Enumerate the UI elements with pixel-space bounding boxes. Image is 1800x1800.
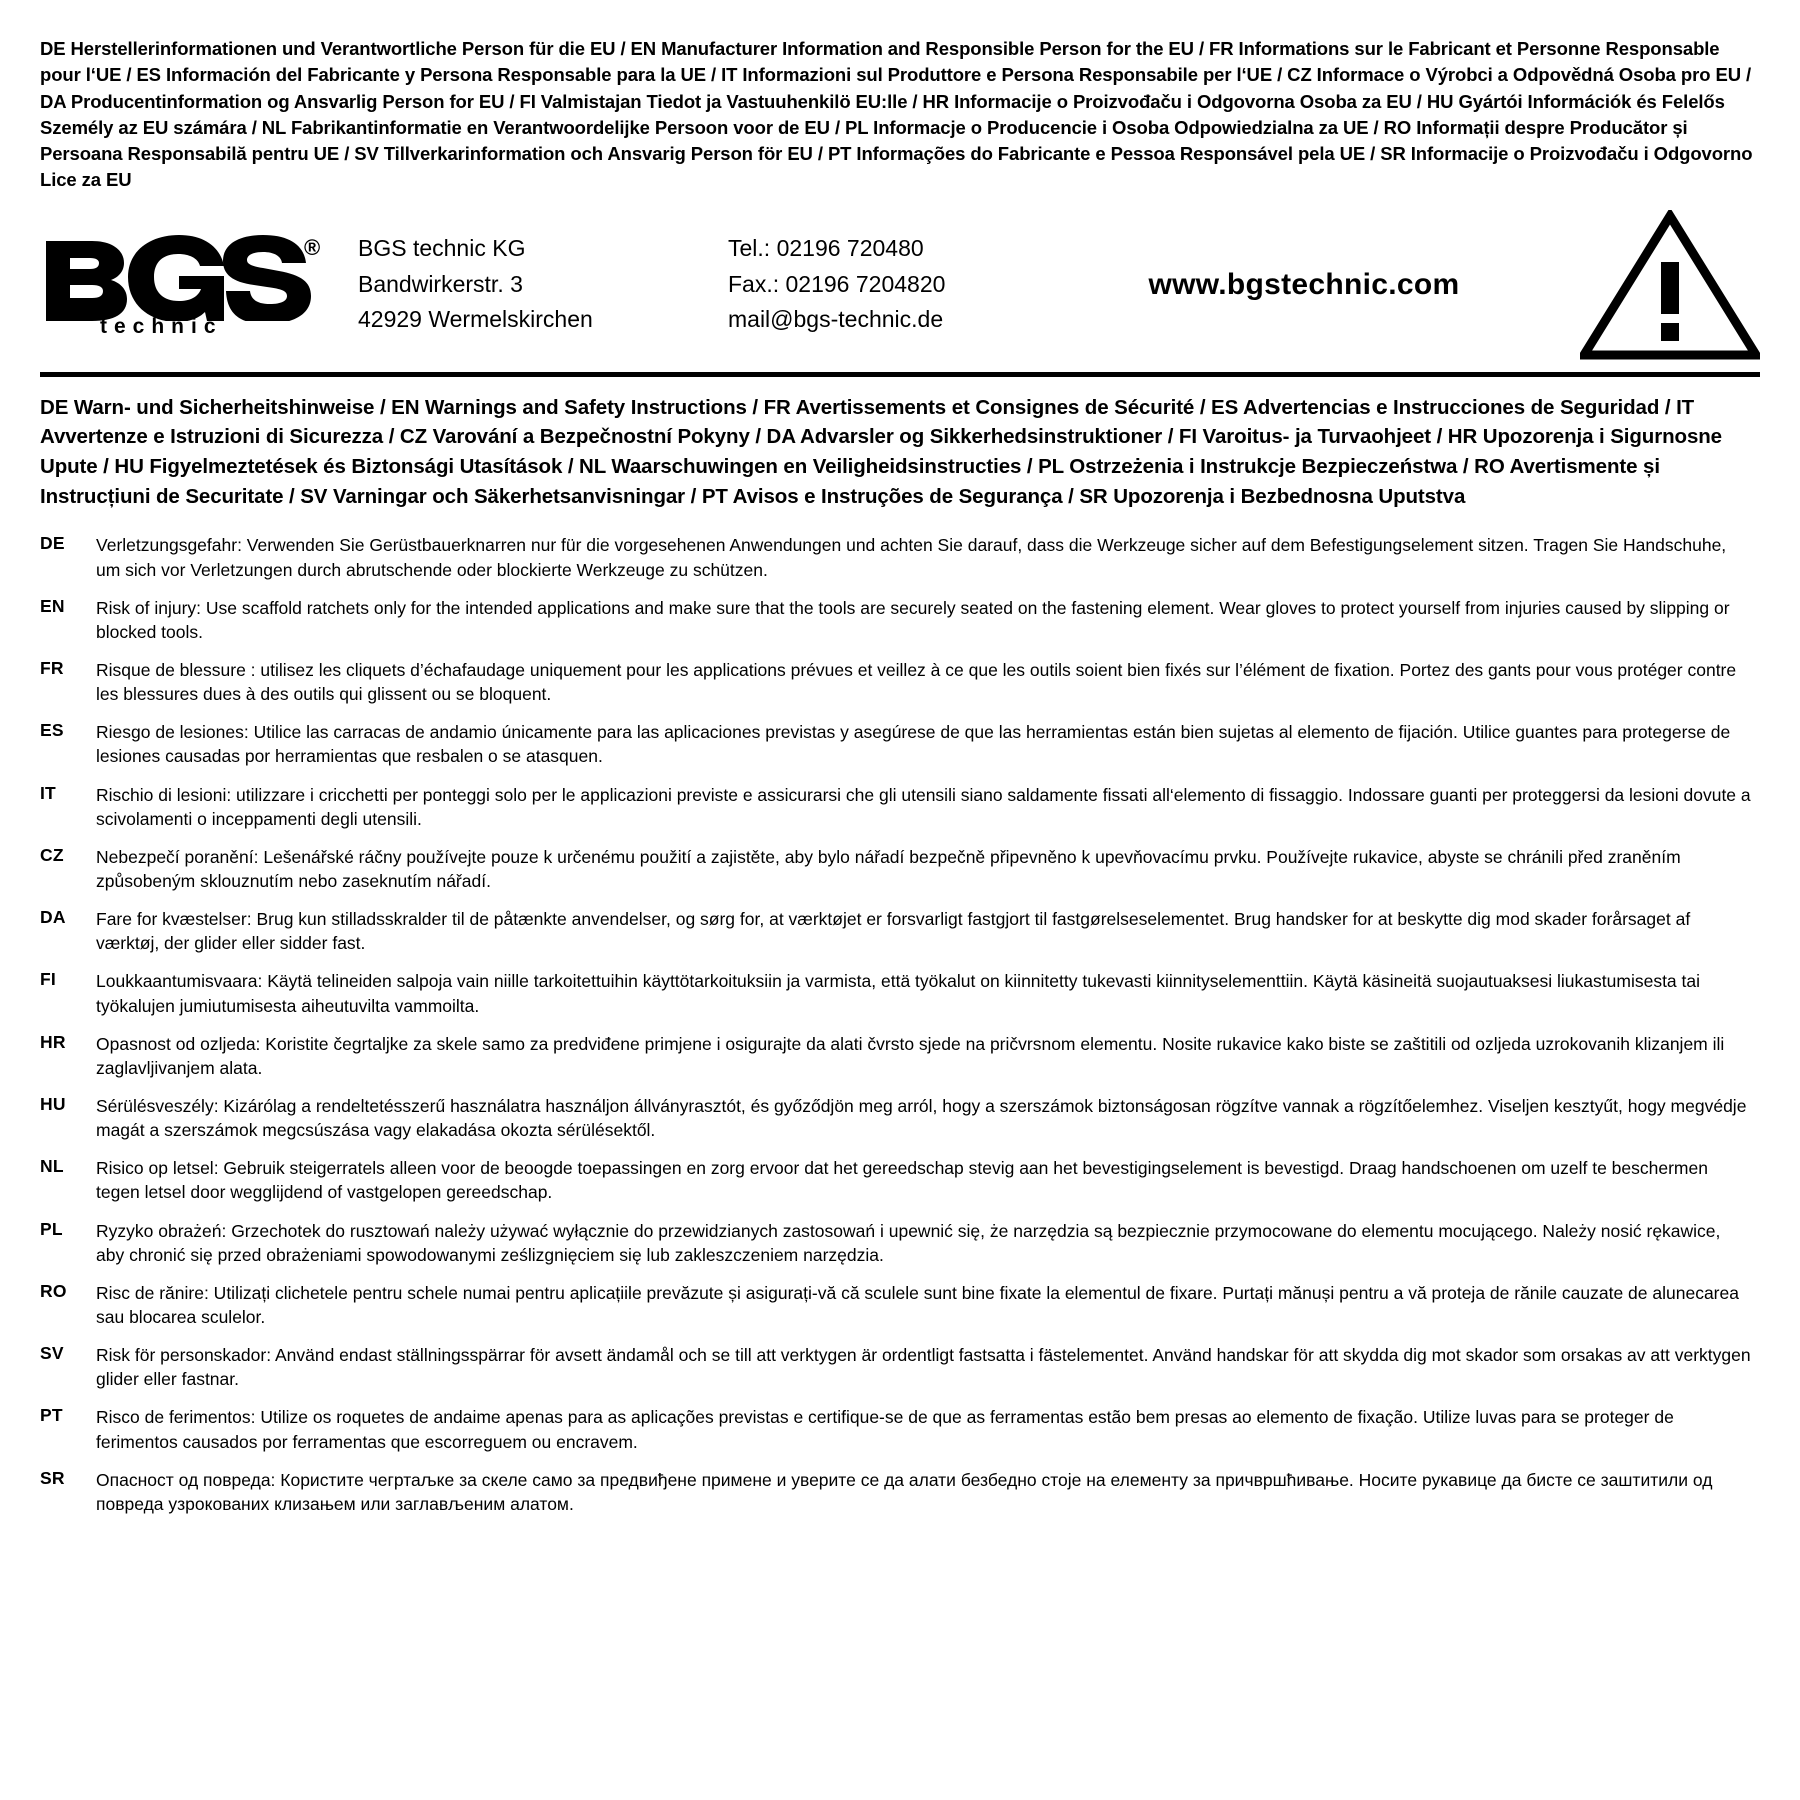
warning-text: Risk of injury: Use scaffold ratchets only for the intended applications and make sure that the tools are securely seated on the fastening element. Wear gloves to protect yourself from injuries caused by slipping or blocked tools. — [96, 597, 1730, 642]
warning-row-fr — [40, 658, 1760, 706]
warning-text: Rischio di lesioni: utilizzare i cricchetti per ponteggi solo per le applicazioni previste e assicurarsi che gli utensili siano saldamente fissati all‘elemento di fissaggio. Indossare guanti per proteggersi da lesioni dovute a scivolamenti o inceppamenti degli utensili. — [96, 784, 1751, 829]
warning-text: Sérülésveszély: Kizárólag a rendeltetésszerű használatra használjon állványrasztót, és győződjön meg arról, hogy a szerszámok biztonságosan rögzítve vannak a rögzítőelemhez. Viseljen kesztyűt, hogy megvédje magát a szerszámok megcsúszása vagy elakadása okozta sérülésektől. — [96, 1096, 1747, 1141]
warning-row-en — [40, 596, 1760, 644]
warning-row-hu — [40, 1094, 1760, 1142]
warning-text: Risco de ferimentos: Utilize os roquetes de andaime apenas para as aplicações previstas e certifique-se de que as ferramentas estão bem presas ao elemento de fixação. Utilize luvas para se proteger de ferimentos causados por ferramentas que escorreguem ou encravem. — [96, 1407, 1674, 1452]
company-email: mail@bgs-technic.de — [728, 306, 944, 333]
safety-section-heading: DE Warn- und Sicherheitshinweise / EN Warnings and Safety Instructions / FR Avertissements et Consignes de Sécurité / ES Advertencias e Instrucciones de Seguridad / IT Avvertenze e Istruzioni di Sicurezza / CZ Varování a Bezpečnostní Pokyny / DA Advarsler og Sikkerhedsinstruktioner / FI Varoitus- ja Turvaohjeet / HR Upozorenja i Sigurnosne Upute / HU Figyelmeztetések és Biztonsági Utasítások / NL Waarschuwingen en Veiligheidsinstructies / PL Ostrzeżenia i Instrukcje Bezpieczeństwa / RO Avertismente și Instrucțiuni de Securitate / SV Varningar och Säkerhetsanvisningar / PT Avisos e Instruções de Segurança / SR Upozorenja i Bezbednosna Uputstva — [40, 395, 1722, 508]
manufacturer-info-heading: DE Herstellerinformationen und Verantwortliche Person für die EU / EN Manufacturer Information and Responsible Person for the EU / FR Informations sur le Fabricant et Personne Responsable pour l‘UE / ES Información del Fabricante y Persona Responsable para la UE / IT Informazioni sul Produttore e Persona Responsabile per l‘UE / CZ Informace o Výrobci a Odpovědná Osoba pro EU / DA Producentinformation og Ansvarlig Person for EU / FI Valmistajan Tiedot ja Vastuuhenkilö EU:lle / HR Informacije o Proizvođaču i Odgovorna Osoba za EU / HU Gyártói Információk és Felelős Személy az EU számára / NL Fabrikantinformatie en Verantwoordelijke Persoon voor de EU / PL Informacje o Producencie i Osoba Odpowiedzialna za UE / RO Informații despre Producător și Persoana Responsabilă pentru UE / SV Tillverkarinformation och Ansvarig Person för EU / PT Informações do Fabricante e Pessoa Responsável pela UE / SR Informacije o Proizvođaču i Odgovorno Lice za EU — [40, 38, 1753, 191]
warning-text: Fare for kvæstelser: Brug kun stilladsskralder til de påtænkte anvendelser, og sørg for, at værktøjet er forsvarligt fastgjort til fastgørelseselementet. Brug handsker for at beskytte dig mod skader forårsaget af værktøj, der glider eller sidder fast. — [96, 909, 1691, 954]
warning-text: Riesgo de lesiones: Utilice las carracas de andamio únicamente para las aplicaciones previstas y asegúrese de que las herramientas están bien sujetas al elemento de fijación. Utilice guantes para protegerse de lesiones causadas por herramientas que resbalen o se atasquen. — [96, 722, 1731, 767]
warning-row-pt — [40, 1405, 1760, 1453]
warning-triangle-icon — [1570, 210, 1760, 360]
warning-row-hr — [40, 1032, 1760, 1080]
warning-row-da — [40, 907, 1760, 955]
bgs-logo-mark — [40, 235, 340, 321]
language-code: FR — [40, 658, 64, 679]
company-city: 42929 Wermelskirchen — [358, 306, 593, 333]
warning-text: Nebezpečí poranění: Lešenářské ráčny používejte pouze k určenému použití a zajistěte, aby bylo nářadí bezpečně připevněno k upevňovacímu prvku. Používejte rukavice, abyste se chránili před zraněním způsobeným sklouznutím nebo zaseknutím nářadí. — [96, 846, 1681, 892]
company-name: BGS technic KG — [358, 235, 526, 262]
language-code: IT — [40, 782, 56, 803]
language-code: FI — [40, 969, 56, 990]
language-code: PL — [40, 1218, 63, 1239]
warnings-list — [40, 533, 1760, 1516]
warning-row-nl — [40, 1156, 1760, 1204]
language-code: DE — [40, 533, 65, 554]
svg-text:®: ® — [304, 234, 321, 260]
language-code: CZ — [40, 844, 64, 865]
language-code: PT — [40, 1405, 63, 1426]
language-code: ES — [40, 720, 64, 741]
warning-row-it — [40, 783, 1760, 831]
company-contact — [728, 231, 1058, 338]
language-code: SV — [40, 1343, 64, 1364]
warning-text: Verletzungsgefahr: Verwenden Sie Gerüstbauerknarren nur für die vorgesehenen Anwendungen und achten Sie darauf, dass die Werkzeuge sicher auf dem Befestigungselement sitzen. Tragen Sie Handschuhe, um sich vor Verletzungen durch abrutschende oder blockierte Werkzeuge zu schützen. — [96, 535, 1727, 580]
warning-text: Risico op letsel: Gebruik steigerratels alleen voor de beoogde toepassingen en zorg ervoor dat het gereedschap stevig aan het bevestigingselement is bevestigd. Draag handschoenen om uzelf te beschermen tegen letsel door wegglijdend of vastgelopen gereedschap. — [96, 1158, 1708, 1203]
language-code: DA — [40, 907, 66, 928]
language-code: HR — [40, 1031, 66, 1052]
bgs-logo — [40, 231, 340, 339]
warning-text: Ryzyko obrażeń: Grzechotek do rusztowań należy używać wyłącznie do przewidzianych zastosowań i upewnić się, że narzędzia są bezpiecznie przymocowane do elementu mocującego. Należy nosić rękawice, aby chronić się przed obrażeniami spowodowanymi ześlizgnięciem się lub zakleszczeniem narzędzia. — [96, 1220, 1721, 1265]
warning-row-cz — [40, 845, 1760, 893]
company-address — [340, 231, 728, 338]
warning-row-de — [40, 533, 1760, 581]
company-website: www.bgstechnic.com — [1148, 267, 1460, 301]
warning-text: Risque de blessure : utilisez les cliquets d’échafaudage uniquement pour les applications prévues et veillez à ce que les outils soient bien fixés sur l’élément de fixation. Portez des gants pour vous protéger contre les blessures dues à des outils qui glissent ou se bloquent. — [96, 660, 1737, 705]
warning-row-pl — [40, 1219, 1760, 1267]
warning-row-ro — [40, 1281, 1760, 1329]
warning-text: Опасност од повреда: Користите чегртаљке за скеле само за предвиђене примене и уверите се да алати безбедно стоје на елементу за причвршћивање. Носите рукавице да бисте се заштитили од повреда узрокованих клизањем или заглављеним алатом. — [96, 1469, 1713, 1514]
bgs-logo-subtext: technic — [100, 314, 223, 338]
language-code: RO — [40, 1280, 67, 1301]
language-code: HU — [40, 1094, 66, 1114]
warning-row-sv — [40, 1343, 1760, 1391]
warning-text: Risc de rănire: Utilizați clichetele pentru schele numai pentru aplicațiile prevăzute și asigurați-vă că sculele sunt bine fixate la elementul de fixare. Purtați mănuși pentru a vă proteja de rănile cauzate de alunecarea sau blocarea sculelor. — [96, 1282, 1739, 1327]
warning-triangle-svg — [1580, 210, 1760, 360]
company-fax: Fax.: 02196 7204820 — [728, 270, 946, 297]
warning-row-fi — [40, 969, 1760, 1017]
warning-text: Opasnost od ozljeda: Koristite čegrtaljke za skele samo za predviđene primjene i osigurajte da alati čvrsto sjede na pričvrsnom elementu. Nosite rukavice kako biste se zaštitili od ozljeda uzrokovanih klizanjem ili zaglavljivanjem alata. — [96, 1033, 1725, 1078]
language-code: EN — [40, 595, 65, 616]
warning-row-sr — [40, 1468, 1760, 1516]
warning-text: Risk för personskador: Använd endast ställningsspärrar för avsett ändamål och se till att verktygen är ordentligt fastsatta i fästelementet. Använd handskar för att skydda dig mot skador som orsakas av att verktygen glider eller fastnar. — [96, 1345, 1751, 1390]
company-tel: Tel.: 02196 720480 — [728, 235, 924, 262]
warning-row-es — [40, 720, 1760, 768]
language-code: SR — [40, 1467, 65, 1488]
language-code: NL — [40, 1156, 64, 1177]
company-band — [40, 210, 1760, 377]
warning-text: Loukkaantumisvaara: Käytä telineiden salpoja vain niille tarkoitettuihin käyttötarkoituksiin ja varmista, että työkalut on kiinnitetty tukevasti kiinnityselementtiin. Käytä käsineitä suojautuaksesi liukastumisesta tai työkalujen jumiutumisesta aiheutuvilta vammoilta. — [96, 971, 1701, 1016]
company-street: Bandwirkerstr. 3 — [358, 270, 523, 297]
